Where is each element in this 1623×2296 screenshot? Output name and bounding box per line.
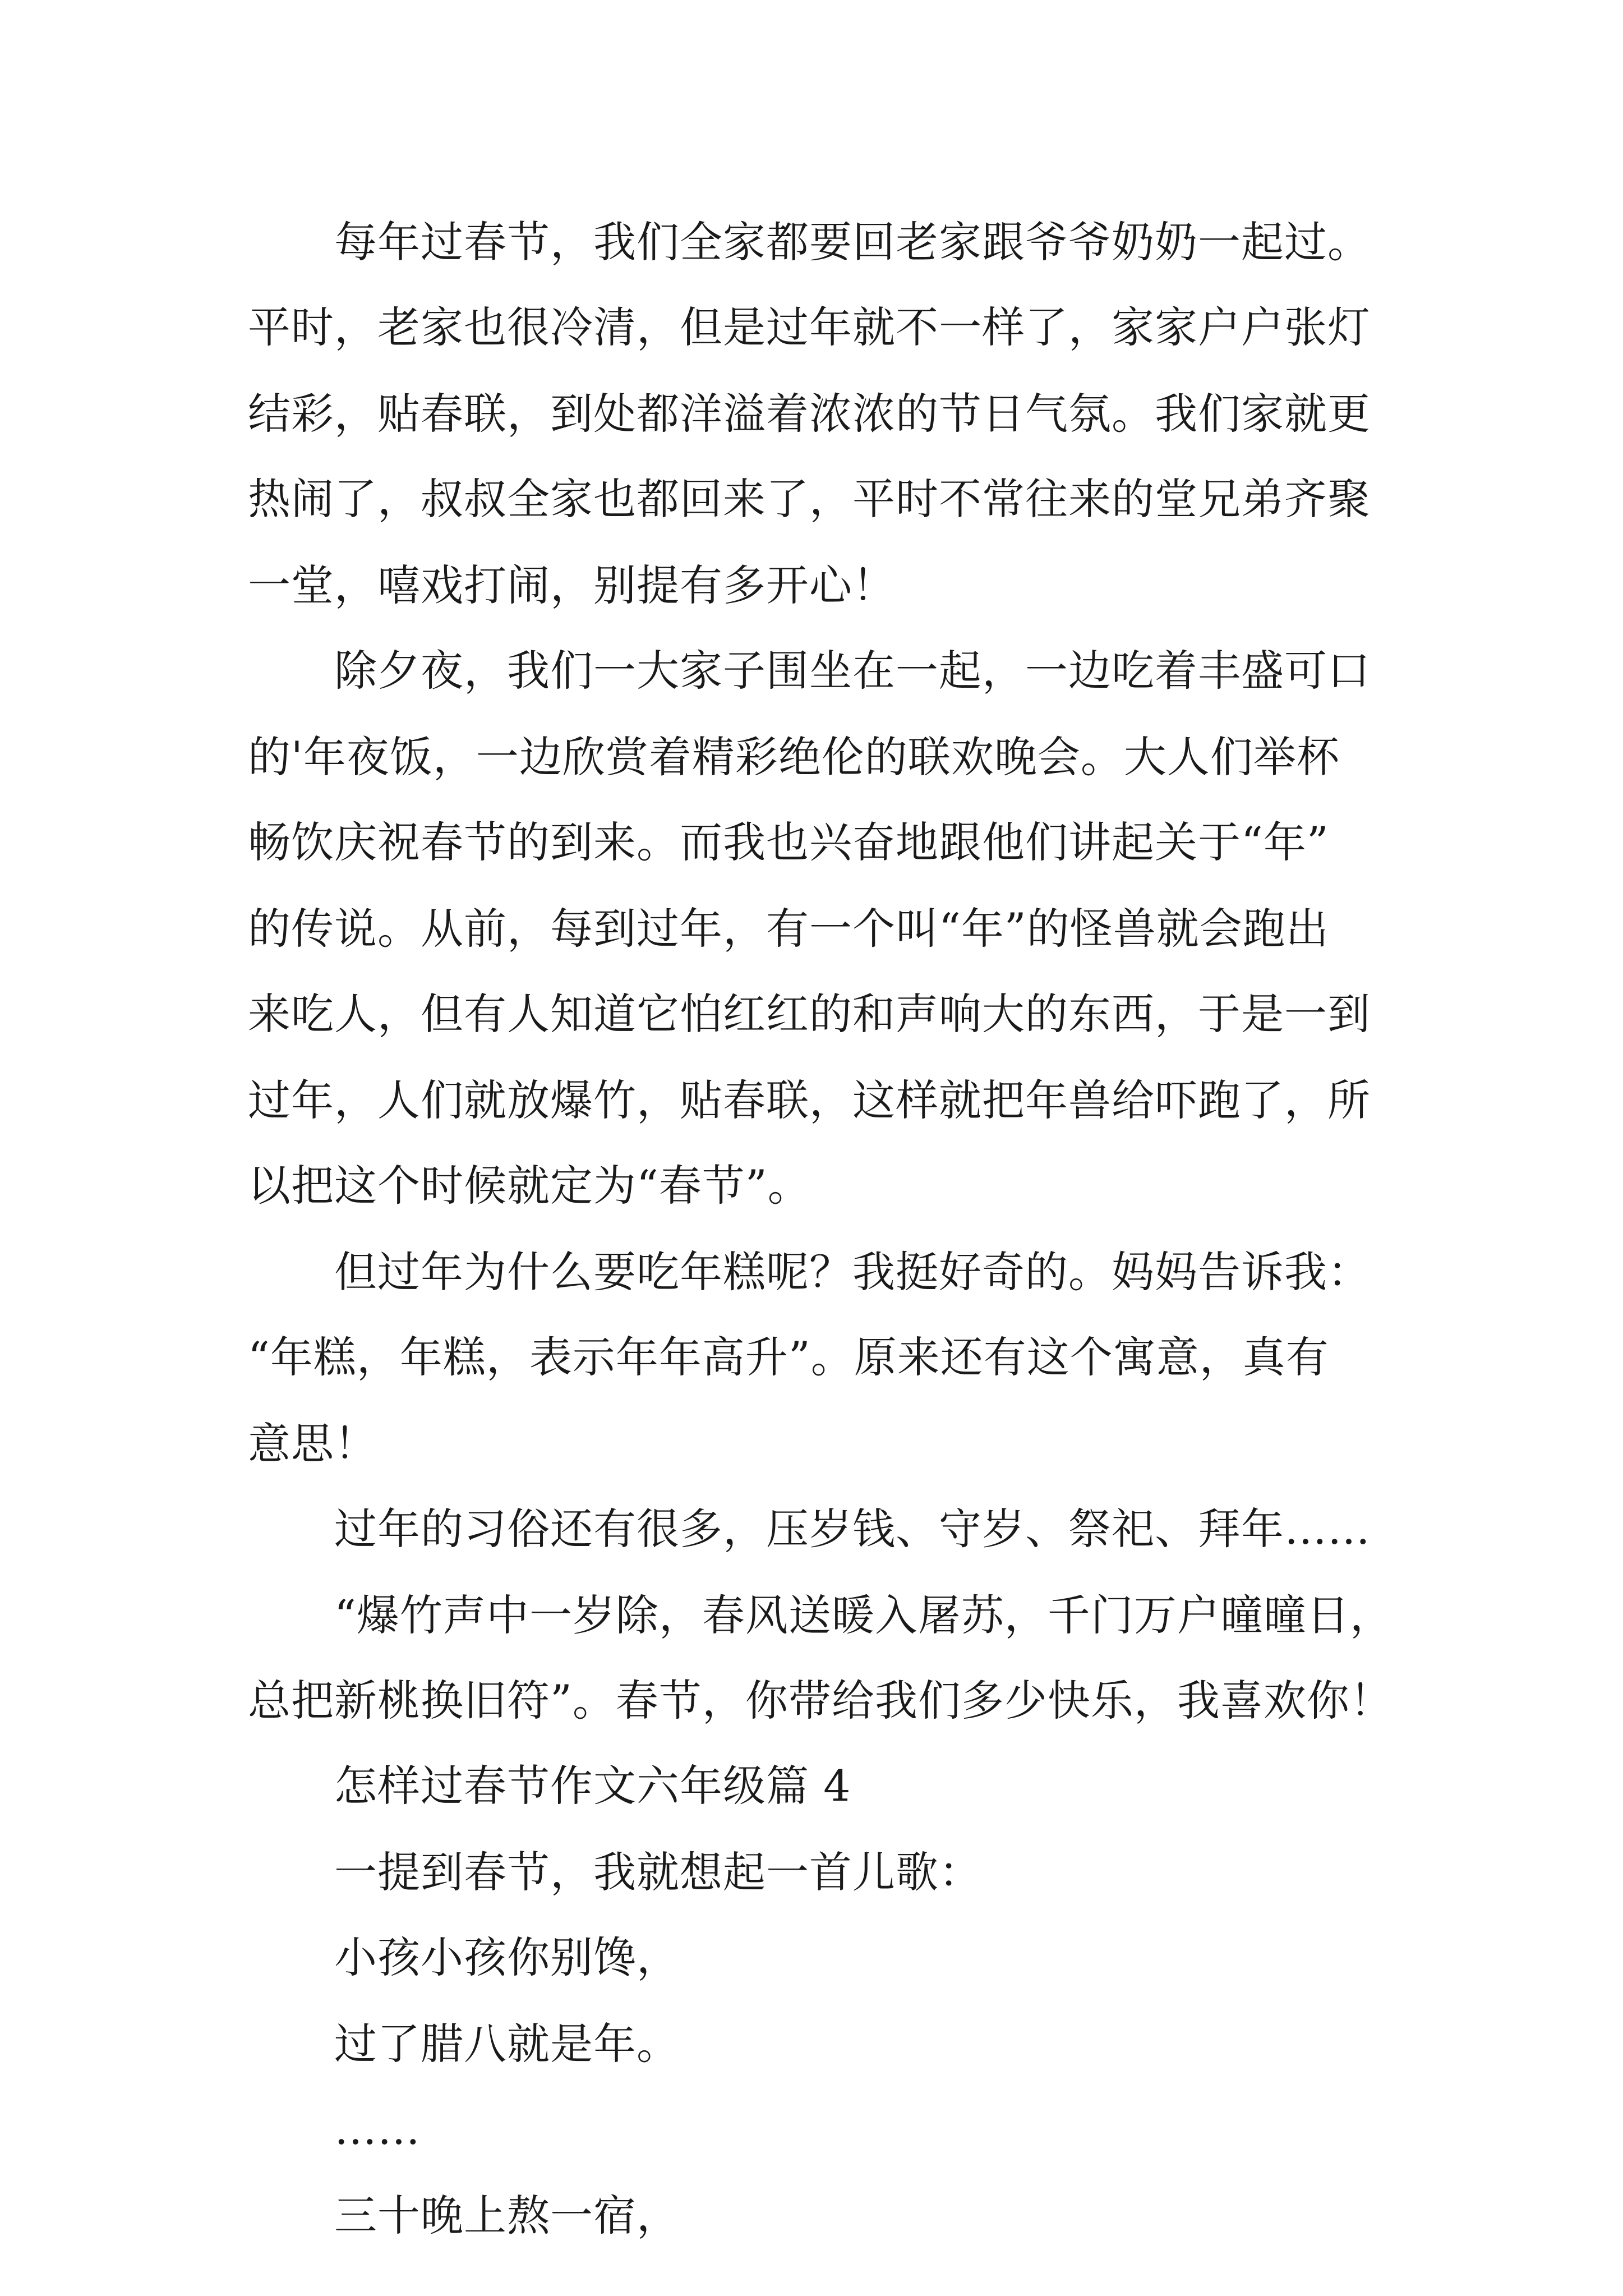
paragraph-line: 平时，老家也很冷清，但是过年就不一样了，家家户户张灯 <box>248 302 1371 352</box>
paragraph-line: 除夕夜，我们一大家子围坐在一起，一边吃着丰盛可口 <box>334 646 1371 696</box>
paragraph-line: 一提到春节，我就想起一首儿歌： <box>334 1847 982 1897</box>
paragraph-line: 意思！ <box>248 1419 377 1469</box>
paragraph-line: 以把这个时候就定为“春节”。 <box>248 1161 811 1211</box>
paragraph-line: “爆竹声中一岁除，春风送暖入屠苏，千门万户曈曈日， <box>334 1590 1393 1640</box>
paragraph-line: 总把新桃换旧符”。春节，你带给我们多少快乐，我喜欢你！ <box>248 1676 1393 1726</box>
paragraph-line: 的'年夜饭，一边欣赏着精彩绝伦的联欢晚会。大人们举杯 <box>248 732 1340 782</box>
paragraph-line: 过年的习俗还有很多，压岁钱、守岁、祭祀、拜年…… <box>334 1504 1371 1554</box>
paragraph-line: 每年过春节，我们全家都要回老家跟爷爷奶奶一起过。 <box>334 217 1371 267</box>
paragraph-line: 畅饮庆祝春节的到来。而我也兴奋地跟他们讲起关于“年” <box>248 817 1329 867</box>
section-heading: 怎样过春节作文六年级篇 4 <box>334 1761 851 1811</box>
paragraph-line: 但过年为什么要吃年糕呢？我挺好奇的。妈妈告诉我： <box>334 1247 1371 1297</box>
poem-line: 小孩小孩你别馋， <box>334 1932 680 1982</box>
poem-line: 三十晚上熬一宿， <box>334 2191 680 2240</box>
paragraph-line: 热闹了，叔叔全家也都回来了，平时不常往来的堂兄弟齐聚 <box>248 474 1371 524</box>
poem-line: 过了腊八就是年。 <box>334 2019 680 2069</box>
paragraph-line: 过年，人们就放爆竹，贴春联，这样就把年兽给吓跑了，所 <box>248 1075 1371 1125</box>
paragraph-line: 一堂，嘻戏打闹，别提有多开心！ <box>248 560 896 610</box>
poem-line: …… <box>334 2104 421 2154</box>
paragraph-line: 的传说。从前，每到过年，有一个叫“年”的怪兽就会跑出 <box>248 904 1329 954</box>
paragraph-line: 结彩，贴春联，到处都洋溢着浓浓的节日气氛。我们家就更 <box>248 389 1371 439</box>
paragraph-line: “年糕，年糕，表示年年高升”。原来还有这个寓意，真有 <box>248 1332 1329 1382</box>
paragraph-line: 来吃人，但有人知道它怕红红的和声响大的东西，于是一到 <box>248 989 1371 1039</box>
